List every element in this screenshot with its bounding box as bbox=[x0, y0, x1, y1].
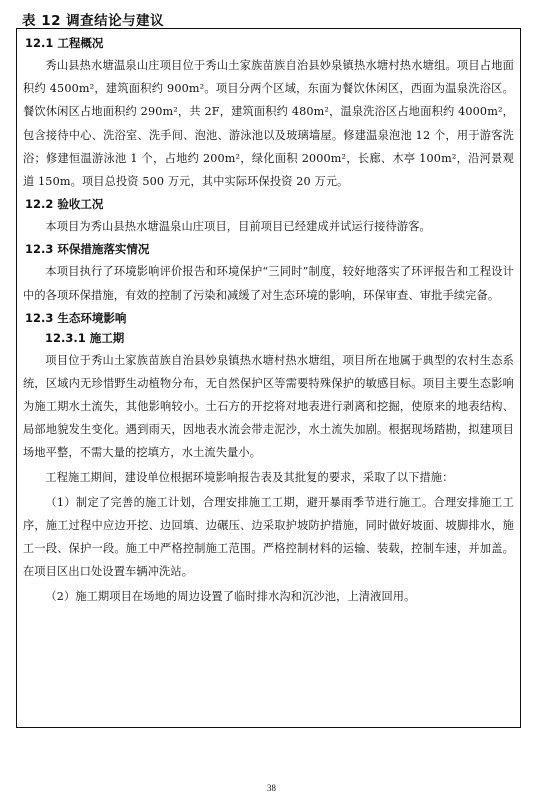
paragraph-acceptance: 本项目为秀山县热水塘温泉山庄项目，目前项目已经建成并试运行接待游客。 bbox=[45, 220, 431, 234]
paragraph-ecology-4: （2）施工期项目在场地的周边设置了临时排水沟和沉沙池，上清液回用。 bbox=[45, 589, 416, 603]
table-title: 表 12 调查结论与建议 bbox=[22, 13, 165, 29]
paragraph-overview: 秀山县热水塘温泉山庄项目位于秀山土家族苗族自治县妙泉镇热水塘村热水塘组。项目占地面积约 4500m²，建筑面积约 900m²。项目分两个区域，东面为餐饮休闲区，西面为温泉洗浴区。餐饮休闲区占地面积约 290m²，共 2F，建筑面积约 480m²，温泉洗浴区占地面积约 4000m²，包含接待中心、洗浴室、洗手间、泡池、游泳池以及玻璃墙屋。修建温泉泡池 12 个，用于游客洗浴；修建恒温游泳池 1 个，占地约 200m²，绿化面积 2000m²，长廊、木亭 100m²，沿河景观道 150m。项目总投资 500 万元，其中实际环保投资 20 万元。 bbox=[23, 59, 514, 189]
paragraph-ecology-2: 工程施工期间，建设单位根据环境影响报告表及其批复的要求，采取了以下措施： bbox=[45, 470, 454, 484]
subsection-heading-construction: 12.3.1 施工期 bbox=[45, 330, 125, 345]
section-heading-overview: 12.1 工程概况 bbox=[25, 36, 104, 50]
section-heading-acceptance: 12.2 验收工况 bbox=[25, 197, 104, 212]
conclusion-table-frame bbox=[16, 28, 521, 728]
section-heading-ecology: 12.3 生态环境影响 bbox=[25, 310, 127, 325]
paragraph-env-measures: 本项目执行了环境影响评价报告和环境保护“三同时”制度，较好地落实了环评报告和工程设计中的各项环保措施，有效的控制了污染和减缓了对生态环境的影响，环保审查、审批手续完备。 bbox=[23, 265, 514, 302]
section-heading-env-measures: 12.3 环保措施落实情况 bbox=[25, 242, 150, 257]
paragraph-ecology-3: （1）制定了完善的施工计划，合理安排施工工期，避开暴雨季节进行施工。合理安排施工工序，施工过程中应边开挖、边回填、边碾压、边采取护坡防护措施，同时做好坡面、坡脚排水，施工一段、保护一段。施工中严格控制施工范围。严格控制材料的运输、装载，控制车速，并加盖。在项目区出口处设置车辆冲洗站。 bbox=[23, 495, 514, 578]
paragraph-ecology-1: 项目位于秀山土家族苗族自治县妙泉镇热水塘村热水塘组，项目所在地属于典型的农村生态系统，区域内无珍惜野生动植物分布，无自然保护区等需要特殊保护的敏感目标。项目主要生态影响为施工期水土流失，其他影响较小。土石方的开挖将对地表进行剥离和挖掘，使原来的地表结构、局部地貌发生变化。遇到雨天，因地表水流会带走泥沙，水土流失加剧。根据现场踏勘，拟建项目场地平整，不需大量的挖填方，水土流失量小。 bbox=[23, 353, 514, 459]
page-number: 38 bbox=[267, 783, 276, 793]
